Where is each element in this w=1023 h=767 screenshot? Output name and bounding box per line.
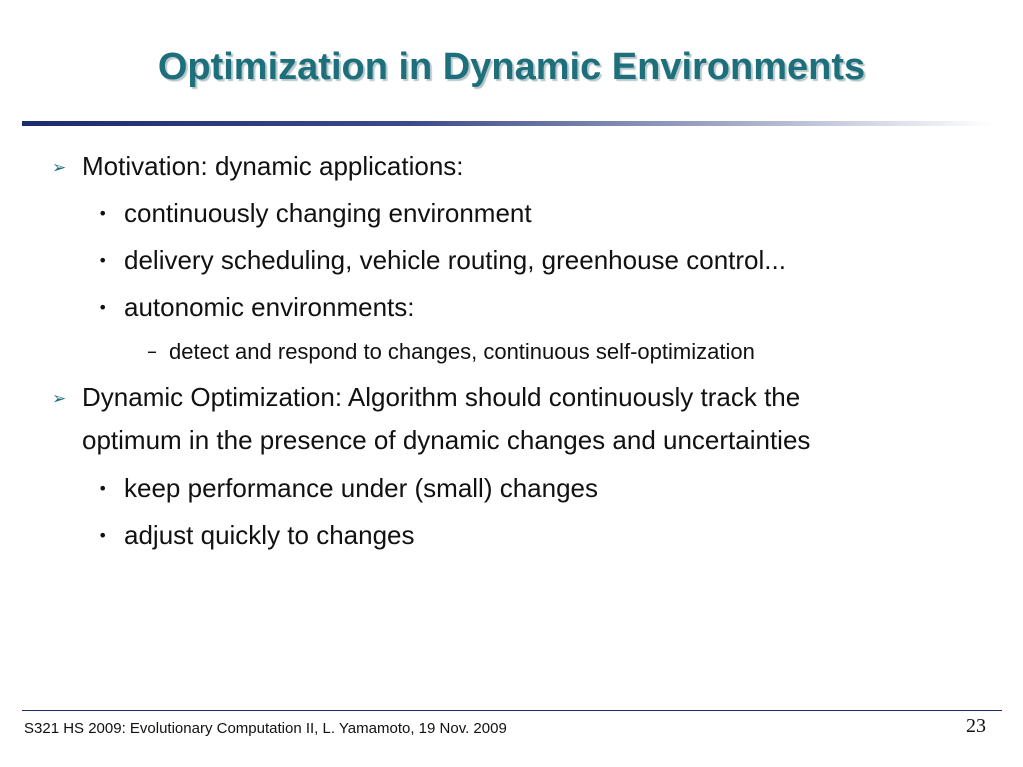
bullet-dynamic-optimization-continuation: optimum in the presence of dynamic changes and uncertainties <box>82 425 811 455</box>
bullet-autonomic-environments: autonomic environments: <box>124 292 415 322</box>
dot-bullet-icon: • <box>98 298 108 317</box>
dot-bullet-icon: • <box>98 251 108 270</box>
bullet-adjust-quickly: adjust quickly to changes <box>124 520 415 550</box>
bullet-dynamic-optimization: Dynamic Optimization: Algorithm should continuously track the <box>82 382 801 412</box>
bullet-delivery-scheduling: delivery scheduling, vehicle routing, greenhouse control... <box>124 245 786 275</box>
bullet-continuously-changing: continuously changing environment <box>124 198 532 228</box>
dot-bullet-icon: • <box>98 204 108 223</box>
page-number: 23 <box>966 715 986 737</box>
bullet-detect-respond: detect and respond to changes, continuous self-optimization <box>169 339 755 364</box>
arrow-bullet-icon: ➢ <box>52 389 67 409</box>
dot-bullet-icon: • <box>98 479 108 498</box>
dot-bullet-icon: • <box>98 526 108 545</box>
arrow-bullet-icon: ➢ <box>52 158 67 178</box>
bullet-keep-performance: keep performance under (small) changes <box>124 473 599 503</box>
footer-divider <box>22 710 1002 711</box>
title-divider <box>22 121 992 126</box>
footer-citation: S321 HS 2009: Evolutionary Computation II, L. Yamamoto, 19 Nov. 2009 <box>24 720 507 737</box>
bullet-motivation: Motivation: dynamic applications: <box>82 151 464 181</box>
slide-title: Optimization in Dynamic Environments <box>157 46 866 88</box>
dash-bullet-icon: – <box>147 339 157 363</box>
